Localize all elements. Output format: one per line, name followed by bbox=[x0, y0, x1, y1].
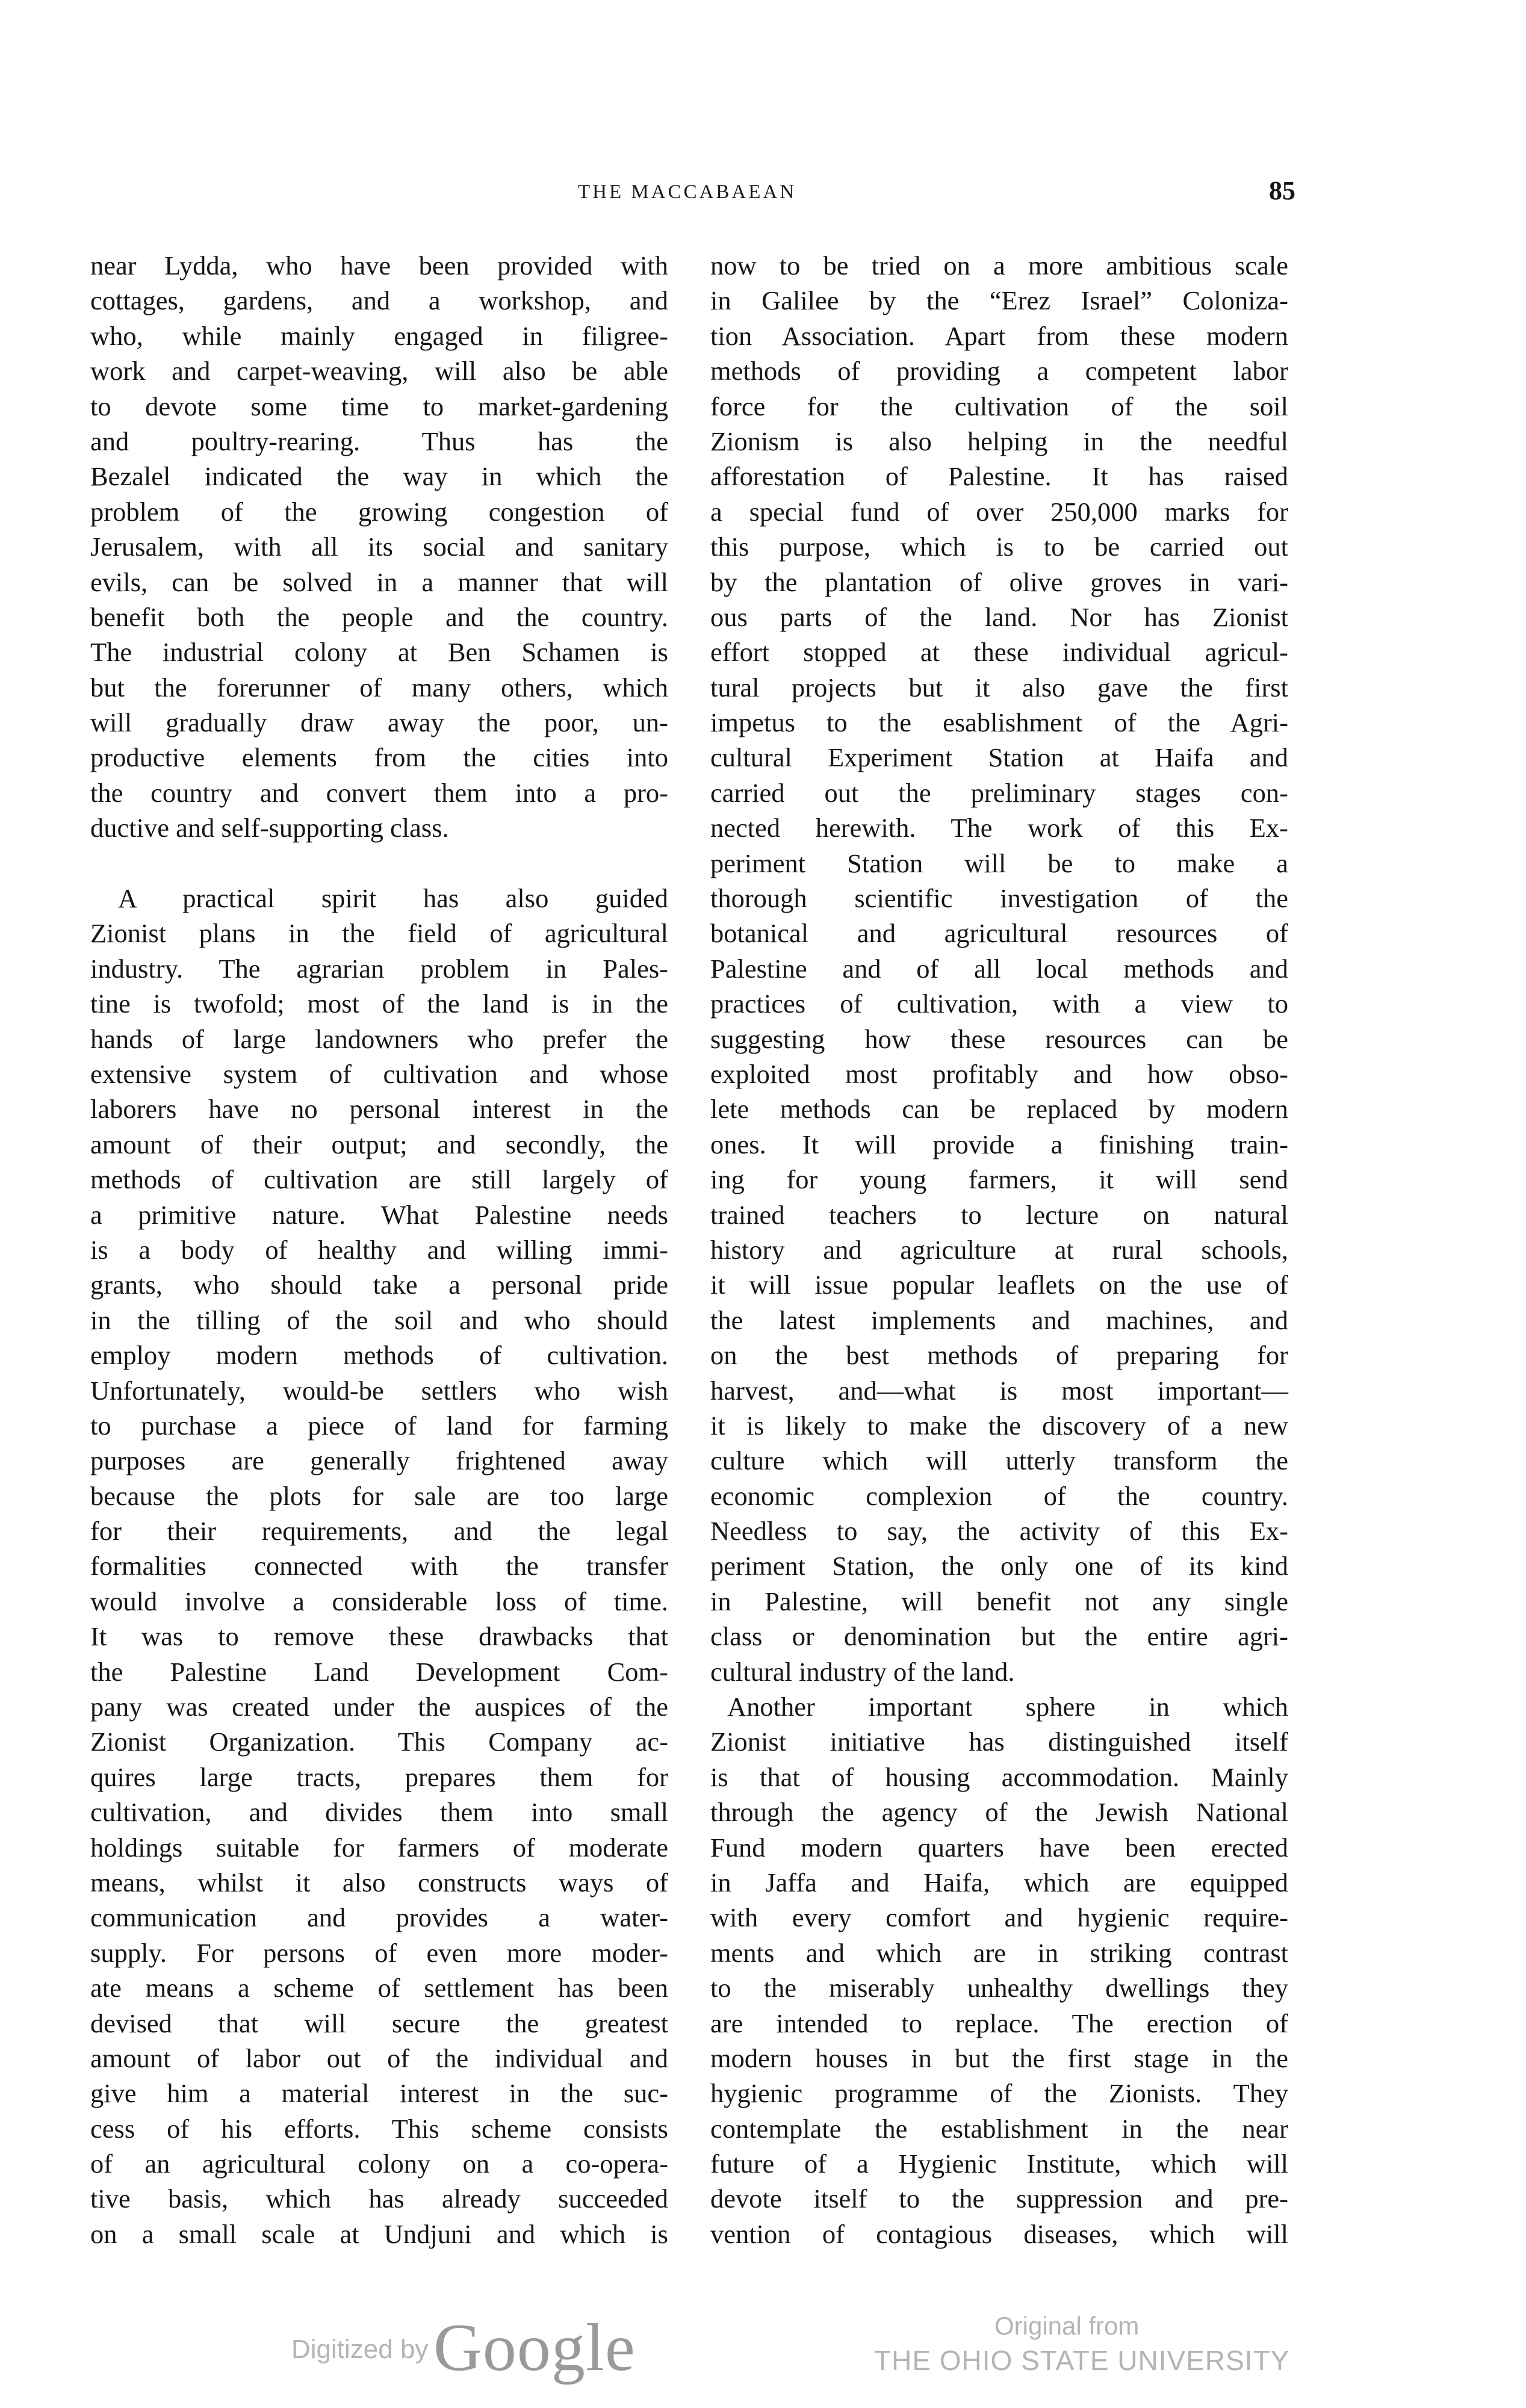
text-line: tion Association. Apart from these modern bbox=[710, 320, 1288, 351]
text-line: benefit both the people and the country. bbox=[90, 601, 668, 632]
text-line: effort stopped at these individual agricul- bbox=[710, 637, 1288, 668]
text-line: carried out the preliminary stages con- bbox=[710, 777, 1288, 808]
text-line: would involve a considerable loss of time. bbox=[90, 1586, 668, 1616]
text-line: exploited most profitably and how obso- bbox=[710, 1058, 1288, 1089]
text-line: hands of large landowners who prefer the bbox=[90, 1023, 668, 1054]
text-line: Fund modern quarters have been erected bbox=[710, 1832, 1288, 1863]
paragraph bbox=[710, 1689, 1288, 2251]
text-line: to devote some time to market-gardening bbox=[90, 391, 668, 421]
text-line: periment Station, the only one of its kind bbox=[710, 1551, 1288, 1581]
google-logo: Google bbox=[433, 2310, 636, 2385]
text-line: It was to remove these drawbacks that bbox=[90, 1621, 668, 1652]
text-line: history and agriculture at rural schools, bbox=[710, 1234, 1288, 1265]
text-line: class or denomination but the entire agri- bbox=[710, 1621, 1288, 1652]
text-line: hygienic programme of the Zionists. They bbox=[710, 2078, 1288, 2109]
text-line: to purchase a piece of land for farming bbox=[90, 1410, 668, 1441]
text-line: evils, can be solved in a manner that will bbox=[90, 566, 668, 597]
text-line: to the miserably unhealthy dwellings they bbox=[710, 1973, 1288, 2003]
university-name: THE OHIO STATE UNIVERSITY bbox=[874, 2345, 1290, 2376]
text-line: through the agency of the Jewish National bbox=[710, 1797, 1288, 1828]
page-number: 85 bbox=[1269, 176, 1295, 205]
text-line: cultural Experiment Station at Haifa and bbox=[710, 742, 1288, 773]
text-line: Bezalel indicated the way in which the bbox=[90, 461, 668, 492]
text-line: on a small scale at Undjuni and which is bbox=[90, 2218, 668, 2249]
text-line: formalities connected with the transfer bbox=[90, 1551, 668, 1581]
right-column bbox=[710, 248, 1288, 2251]
text-line: are intended to replace. The erection of bbox=[710, 2008, 1288, 2038]
text-line: in Palestine, will benefit not any single bbox=[710, 1586, 1288, 1616]
text-line: harvest, and—what is most important— bbox=[710, 1375, 1288, 1406]
text-line: cultural industry of the land. bbox=[710, 1656, 1015, 1687]
text-line: force for the cultivation of the soil bbox=[710, 391, 1288, 421]
text-line: productive elements from the cities into bbox=[90, 742, 668, 773]
text-line: nected herewith. The work of this Ex- bbox=[710, 813, 1288, 843]
text-line: holdings suitable for farmers of moderate bbox=[90, 1832, 668, 1863]
text-line: periment Station will be to make a bbox=[710, 848, 1288, 878]
text-line: Zionism is also helping in the needful bbox=[710, 426, 1288, 456]
text-line: by the plantation of olive groves in vari- bbox=[710, 566, 1288, 597]
text-line: Jerusalem, with all its social and sanitary bbox=[90, 532, 668, 562]
text-line: Unfortunately, would-be settlers who wish bbox=[90, 1375, 668, 1406]
text-line: with every comfort and hygienic require- bbox=[710, 1902, 1288, 1933]
text-line: of an agricultural colony on a co-opera- bbox=[90, 2149, 668, 2179]
text-line: the latest implements and machines, and bbox=[710, 1305, 1288, 1335]
text-line: Zionist initiative has distinguished itself bbox=[710, 1727, 1288, 1757]
text-line: for their requirements, and the legal bbox=[90, 1516, 668, 1547]
paragraph bbox=[90, 881, 668, 2251]
text-line: ones. It will provide a finishing train- bbox=[710, 1129, 1288, 1159]
text-line: ate means a scheme of settlement has been bbox=[90, 1973, 668, 2003]
text-line: cess of his efforts. This scheme consists bbox=[90, 2113, 668, 2144]
text-line: cultivation, and divides them into small bbox=[90, 1797, 668, 1828]
text-line: ing for young farmers, it will send bbox=[710, 1164, 1288, 1195]
text-line: amount of their output; and secondly, the bbox=[90, 1129, 668, 1159]
text-line: communication and provides a water- bbox=[90, 1902, 668, 1933]
text-line: tive basis, which has already succeeded bbox=[90, 2183, 668, 2214]
text-line: culture which will utterly transform the bbox=[710, 1445, 1288, 1476]
text-line: Zionist plans in the field of agricultural bbox=[90, 918, 668, 949]
text-line: now to be tried on a more ambitious scale bbox=[710, 250, 1288, 281]
text-line: in the tilling of the soil and who should bbox=[90, 1305, 668, 1335]
text-line: practices of cultivation, with a view to bbox=[710, 988, 1288, 1019]
text-line: vention of contagious diseases, which will bbox=[710, 2218, 1288, 2249]
text-line: botanical and agricultural resources of bbox=[710, 918, 1288, 949]
running-header bbox=[0, 178, 1526, 214]
text-line: contemplate the establishment in the near bbox=[710, 2113, 1288, 2144]
text-line: supply. For persons of even more moder- bbox=[90, 1937, 668, 1968]
text-line: devised that will secure the greatest bbox=[90, 2008, 668, 2038]
original-from-label: Original from bbox=[994, 2312, 1140, 2340]
text-line: it will issue popular leaflets on the use of bbox=[710, 1270, 1288, 1300]
text-line: future of a Hygienic Institute, which will bbox=[710, 2149, 1288, 2179]
text-line: purposes are generally frightened away bbox=[90, 1445, 668, 1476]
text-line: impetus to the esablishment of the Agri- bbox=[710, 707, 1288, 738]
text-line: economic complexion of the country. bbox=[710, 1480, 1288, 1511]
text-line: because the plots for sale are too large bbox=[90, 1480, 668, 1511]
text-line: the Palestine Land Development Com- bbox=[90, 1656, 668, 1687]
text-line: industry. The agrarian problem in Pales- bbox=[90, 953, 668, 984]
text-line: methods of providing a competent labor bbox=[710, 356, 1288, 386]
text-line: in Galilee by the “Erez Israel” Coloniza- bbox=[710, 285, 1288, 316]
text-line: near Lydda, who have been provided with bbox=[90, 250, 668, 281]
text-line: thorough scientific investigation of the bbox=[710, 883, 1288, 914]
text-line: means, whilst it also constructs ways of bbox=[90, 1867, 668, 1898]
text-line: trained teachers to lecture on natural bbox=[710, 1199, 1288, 1230]
paragraph-gap bbox=[90, 846, 668, 881]
text-line: cottages, gardens, and a workshop, and bbox=[90, 285, 668, 316]
text-line: suggesting how these resources can be bbox=[710, 1023, 1288, 1054]
text-line: ductive and self-supporting class. bbox=[90, 813, 449, 843]
text-line: is a body of healthy and willing immi- bbox=[90, 1234, 668, 1265]
text-line: Zionist Organization. This Company ac- bbox=[90, 1727, 668, 1757]
text-line: Needless to say, the activity of this Ex- bbox=[710, 1516, 1288, 1547]
text-line: the country and convert them into a pro- bbox=[90, 777, 668, 808]
text-line: laborers have no personal interest in the bbox=[90, 1094, 668, 1125]
text-line: tine is twofold; most of the land is in the bbox=[90, 988, 668, 1019]
text-line: modern houses in but the first stage in the bbox=[710, 2043, 1288, 2073]
text-line: Another important sphere in which bbox=[727, 1692, 1288, 1722]
text-line: who, while mainly engaged in filigree- bbox=[90, 320, 668, 351]
text-line: ous parts of the land. Nor has Zionist bbox=[710, 601, 1288, 632]
text-line: employ modern methods of cultivation. bbox=[90, 1340, 668, 1371]
text-line: afforestation of Palestine. It has raised bbox=[710, 461, 1288, 492]
text-line: but the forerunner of many others, which bbox=[90, 672, 668, 703]
text-line: in Jaffa and Haifa, which are equipped bbox=[710, 1867, 1288, 1898]
text-line: will gradually draw away the poor, un- bbox=[90, 707, 668, 738]
left-column bbox=[90, 248, 668, 2251]
digitization-footer bbox=[0, 2300, 1526, 2384]
text-line: Palestine and of all local methods and bbox=[710, 953, 1288, 984]
text-line: A practical spirit has also guided bbox=[118, 883, 668, 914]
text-line: quires large tracts, prepares them for bbox=[90, 1761, 668, 1792]
digitized-by-label: Digitized by bbox=[291, 2335, 429, 2364]
text-line: problem of the growing congestion of bbox=[90, 496, 668, 527]
text-line: lete methods can be replaced by modern bbox=[710, 1094, 1288, 1125]
text-line: give him a material interest in the suc- bbox=[90, 2078, 668, 2109]
paragraph bbox=[90, 248, 668, 846]
text-line: a primitive nature. What Palestine needs bbox=[90, 1199, 668, 1230]
text-line: amount of labor out of the individual and bbox=[90, 2043, 668, 2073]
text-line: extensive system of cultivation and whose bbox=[90, 1058, 668, 1089]
paragraph bbox=[710, 248, 1288, 1689]
text-line: devote itself to the suppression and pre- bbox=[710, 2183, 1288, 2214]
text-line: this purpose, which is to be carried out bbox=[710, 532, 1288, 562]
text-line: The industrial colony at Ben Schamen is bbox=[90, 637, 668, 668]
text-line: pany was created under the auspices of the bbox=[90, 1692, 668, 1722]
text-line: is that of housing accommodation. Mainly bbox=[710, 1761, 1288, 1792]
running-title: THE MACCABAEAN bbox=[578, 181, 797, 203]
text-line: ments and which are in striking contrast bbox=[710, 1937, 1288, 1968]
text-line: on the best methods of preparing for bbox=[710, 1340, 1288, 1371]
text-line: tural projects but it also gave the first bbox=[710, 672, 1288, 703]
text-line: grants, who should take a personal pride bbox=[90, 1270, 668, 1300]
text-line: methods of cultivation are still largely of bbox=[90, 1164, 668, 1195]
text-line: and poultry-rearing. Thus has the bbox=[90, 426, 668, 456]
text-line: a special fund of over 250,000 marks for bbox=[710, 496, 1288, 527]
text-line: work and carpet-weaving, will also be able bbox=[90, 356, 668, 386]
text-line: it is likely to make the discovery of a new bbox=[710, 1410, 1288, 1441]
